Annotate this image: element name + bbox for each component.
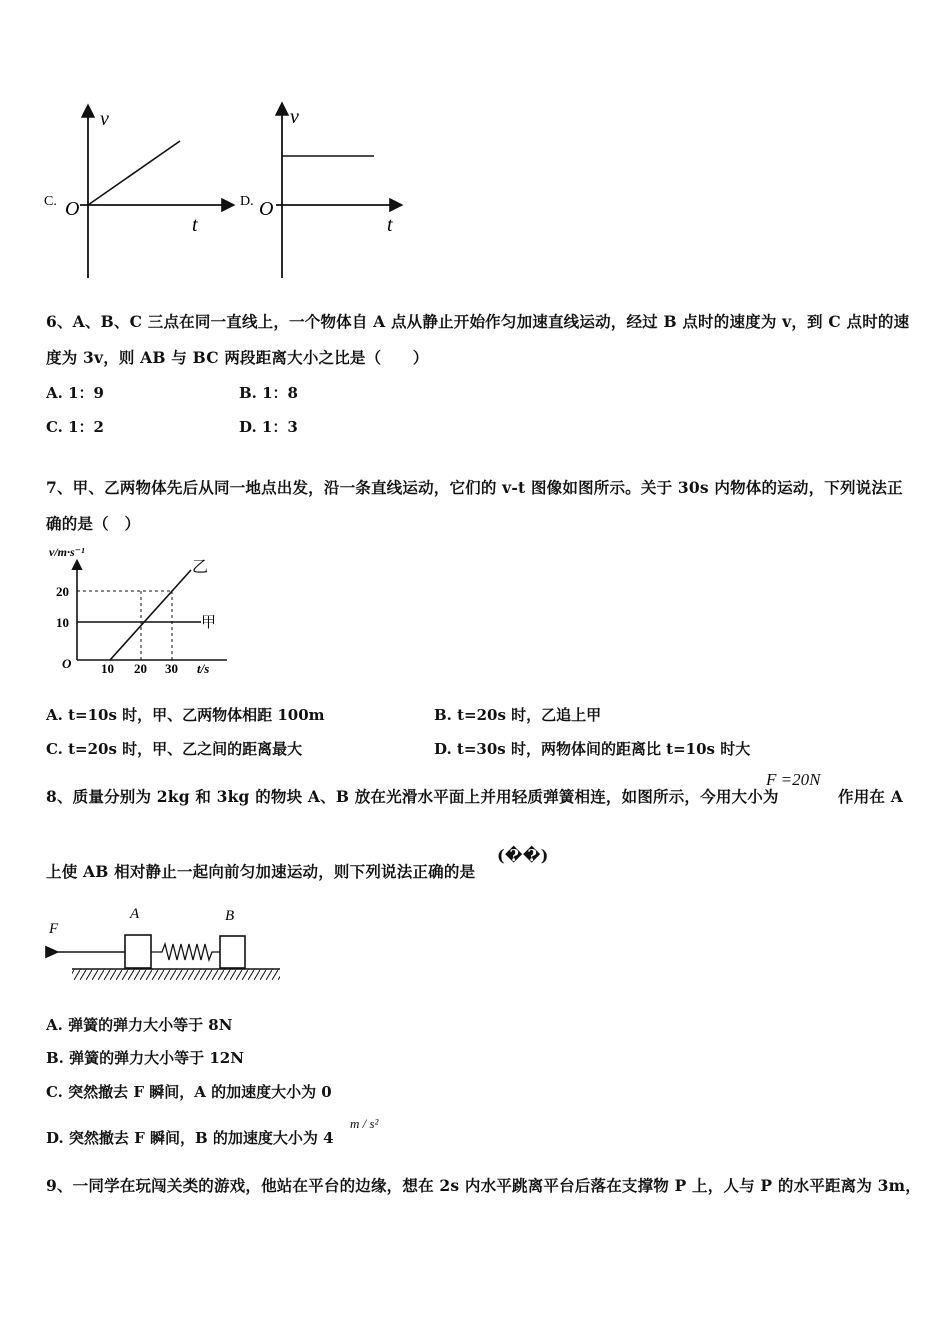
q7-option-a: A. t=10s 时，甲、乙两物体相距 100m xyxy=(46,706,325,724)
q8-line1-tail: 作用在 A xyxy=(838,787,903,806)
q8-option-d: D. 突然撤去 F 瞬间，B 的加速度大小为 4 xyxy=(46,1129,334,1147)
q7-y-tick-20: 20 xyxy=(56,584,69,599)
q7-option-d: D. t=30s 时，两物体间的距离比 t=10s 时大 xyxy=(434,740,751,758)
q8-spring-diagram xyxy=(44,900,284,990)
q6-option-b: B. 1：8 xyxy=(239,384,298,402)
diagram-label-a: A xyxy=(130,906,140,922)
graph-d-v: v xyxy=(290,106,299,128)
q7-option-c: C. t=20s 时，甲、乙之间的距离最大 xyxy=(46,740,303,758)
q7-x-tick-30: 30 xyxy=(165,661,178,676)
q8-answer-paren: (��) xyxy=(497,846,549,865)
q8-option-c: C. 突然撤去 F 瞬间，A 的加速度大小为 0 xyxy=(46,1083,332,1101)
q6-option-c: C. 1：2 xyxy=(46,418,104,436)
q7-label-yi: 乙 xyxy=(192,559,209,576)
q8-spring-diagram-svg xyxy=(44,900,284,990)
block-b xyxy=(220,936,245,968)
graph-c-o: O xyxy=(65,198,80,220)
q7-vt-graph-svg xyxy=(44,540,234,680)
graph-c-label: C. xyxy=(44,194,57,209)
graph-d xyxy=(240,105,400,278)
graphs-c-d xyxy=(40,95,440,285)
q6-line1: 6、A、B、C 三点在同一直线上，一个物体自 A 点从静止开始作匀加速直线运动，经过 B 点时的速度为 v，到 C 点时的速 xyxy=(46,312,910,331)
q7-y-axis-label: v/m·s⁻¹ xyxy=(49,545,85,559)
graph-d-o: O xyxy=(259,198,274,220)
q7-x-axis-label: t/s xyxy=(197,661,210,676)
q7-option-b: B. t=20s 时，乙追上甲 xyxy=(434,706,602,724)
q7-x-tick-10: 10 xyxy=(101,661,114,676)
graph-d-label: D. xyxy=(240,194,254,209)
q7-vt-graph xyxy=(44,540,234,680)
q7-y-tick-10: 10 xyxy=(56,615,69,630)
diagram-label-b: B xyxy=(225,908,235,924)
q7-line2: 确的是（ ） xyxy=(46,514,141,533)
q8-line1: 8、质量分别为 2kg 和 3kg 的物块 A、B 放在光滑水平面上并用轻质弹簧相连，如图所示，今用大小为 xyxy=(46,787,779,806)
q6-line2: 度为 3v，则 AB 与 BC 两段距离大小之比是（ ） xyxy=(46,348,429,367)
q8-option-b: B. 弹簧的弹力大小等于 12N xyxy=(46,1049,244,1067)
q7-line1: 7、甲、乙两物体先后从同一地点出发，沿一条直线运动，它们的 v-t 图像如图所示。关于 30s 内物体的运动，下列说法正 xyxy=(46,478,903,497)
block-a xyxy=(125,935,151,968)
spring xyxy=(151,944,220,960)
diagram-label-f: F xyxy=(49,921,59,937)
q7-x-tick-20: 20 xyxy=(134,661,147,676)
q8-option-a: A. 弹簧的弹力大小等于 8N xyxy=(46,1016,233,1034)
graph-d-t: t xyxy=(387,214,393,236)
q8-line2: 上使 AB 相对静止一起向前匀加速运动，则下列说法正确的是 xyxy=(46,862,476,881)
graph-c xyxy=(44,107,232,278)
q7-label-jia: 甲 xyxy=(201,615,217,631)
q8-unit: m / s² xyxy=(350,1116,379,1131)
graph-c-line xyxy=(88,141,180,205)
q6-option-d: D. 1：3 xyxy=(239,418,298,436)
q7-origin: O xyxy=(62,656,72,671)
q6-option-a: A. 1：9 xyxy=(46,384,104,402)
line-yi xyxy=(110,570,191,660)
q9-line1: 9、一同学在玩闯关类的游戏，他站在平台的边缘，想在 2s 内水平跳离平台后落在支撑物 P 上，人与 P 的水平距离为 3m， xyxy=(46,1176,921,1195)
graph-c-v: v xyxy=(100,108,109,130)
vt-graphs-svg xyxy=(40,95,440,285)
graph-c-t: t xyxy=(192,214,198,236)
q8-force-value: F =20N xyxy=(766,770,821,789)
